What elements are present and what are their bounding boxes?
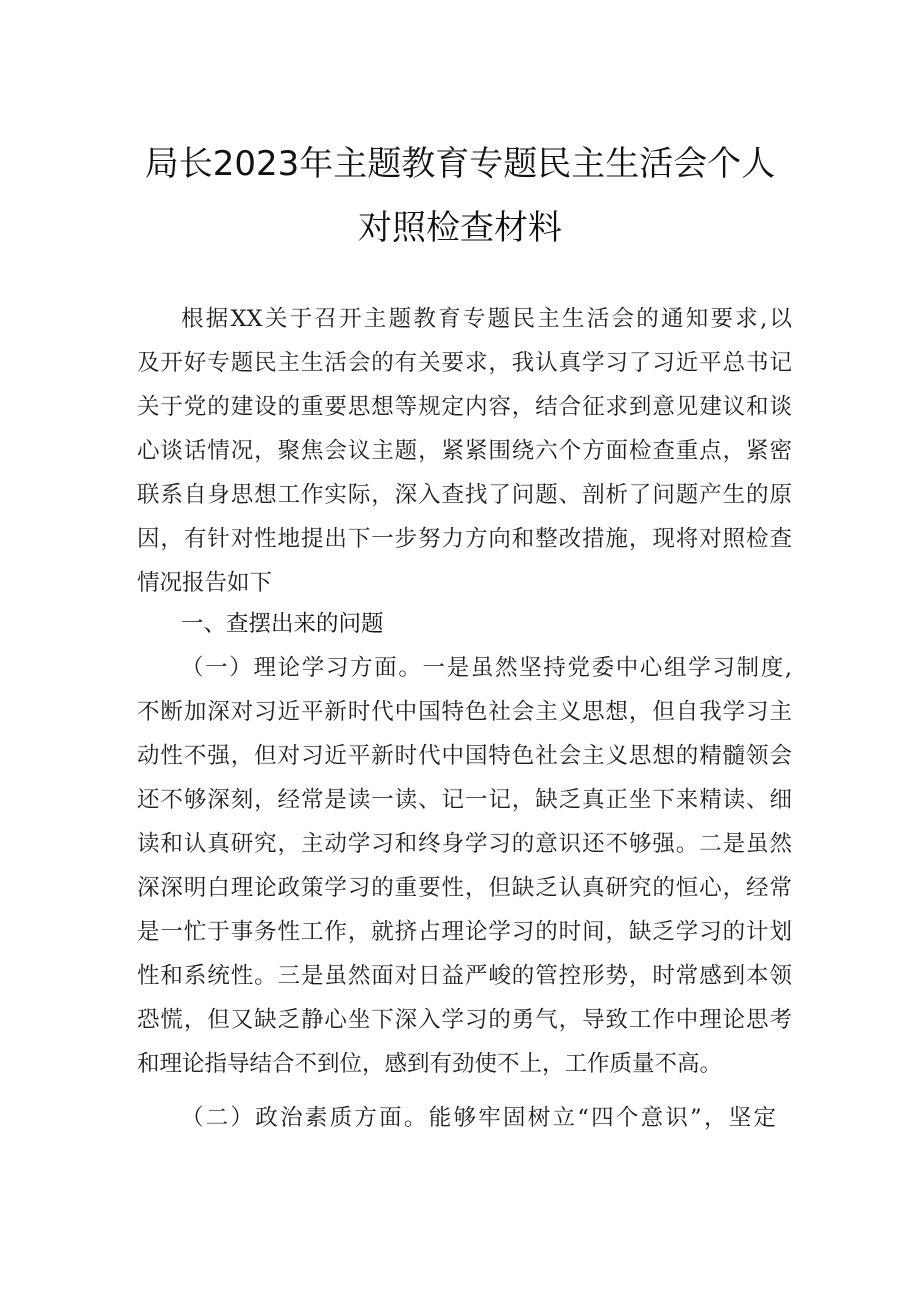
document-title-line-2: 对照检查材料	[358, 208, 562, 248]
document-title-line-1: 局长2023年主题教育专题民主生活会个人	[144, 144, 776, 184]
part1-line: 还不够深刻，经常是读一读、记一记，缺乏真正坐下来精读、细	[137, 787, 792, 813]
intro-line: 及开好专题民主生活会的有关要求，我认真学习了习近平总书记	[137, 350, 792, 376]
part1-line: 性和系统性。三是虽然面对日益严峻的管控形势，时常感到本领	[137, 963, 792, 989]
intro-line: 情况报告如下	[137, 570, 273, 596]
section-heading: 一、查摆出来的问题	[181, 611, 384, 637]
part1-line: 恐慌，但又缺乏静心坐下深入学习的勇气，导致工作中理论思考	[137, 1007, 792, 1033]
intro-line: 关于党的建设的重要思想等规定内容，结合征求到意见建议和谈	[137, 394, 792, 420]
part1-line: 深深明白理论政策学习的重要性，但缺乏认真研究的恒心，经常	[137, 875, 792, 901]
part1-line: 读和认真研究，主动学习和终身学习的意识还不够强。二是虽然	[137, 831, 792, 857]
intro-line: 因，有针对性地提出下一步努力方向和整改措施，现将对照检查	[137, 526, 792, 552]
part1-line: 不断加深对习近平新时代中国特色社会主义思想，但自我学习主	[137, 699, 792, 725]
part2-line: （二）政治素质方面。能够牢固树立“四个意识”，坚定	[181, 1105, 776, 1131]
intro-line: 心谈话情况，聚焦会议主题，紧紧围绕六个方面检查重点，紧密	[137, 438, 792, 464]
part1-line: 是一忙于事务性工作，就挤占理论学习的时间，缺乏学习的计划	[137, 919, 792, 945]
part1-line: （一）理论学习方面。一是虽然坚持党委中心组学习制度,	[181, 655, 792, 681]
part1-line: 和理论指导结合不到位，感到有劲使不上，工作质量不高。	[137, 1051, 723, 1077]
intro-line: 根据XX关于召开主题教育专题民主生活会的通知要求,以	[181, 306, 792, 332]
part1-line: 动性不强，但对习近平新时代中国特色社会主义思想的精髓领会	[137, 743, 792, 769]
intro-line: 联系自身思想工作实际，深入查找了问题、剖析了问题产生的原	[137, 482, 792, 508]
